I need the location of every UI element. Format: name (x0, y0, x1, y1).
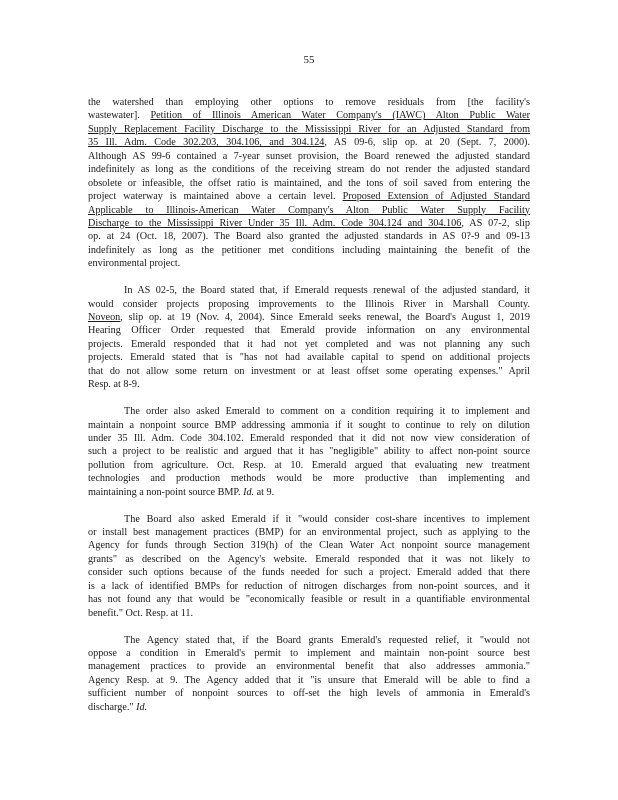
text-run: or install best management practices (BMP) for an environmental project, such as applying to the (88, 527, 530, 538)
text-line (88, 660, 530, 673)
text-line (88, 204, 530, 217)
text-line (88, 298, 530, 311)
text-line (88, 123, 530, 136)
paragraph (88, 513, 530, 621)
text-run: discharge." (88, 701, 137, 713)
text-line (88, 284, 530, 297)
text-line (88, 419, 530, 432)
text-run: maintain a nonpoint source BMP addressing ammonia if it sought to continue to rely on dilution (88, 419, 530, 431)
text-line (88, 701, 530, 714)
text-run: projects. Emerald stated that is "has not had available capital to spend on additional projects (88, 352, 530, 364)
text-line (88, 647, 530, 660)
case-citation: Supply Replacement Facility Discharge to the Mississippi River for an Adjusted Standard from (88, 123, 530, 135)
text-run (140, 110, 151, 121)
text-run: indefinitely as long as the petitioner met conditions including maintaining the benefit of the (88, 244, 530, 256)
text-line (88, 526, 530, 539)
text-run: consider such options because of the funds needed for such a project. Emerald added that there (88, 567, 530, 579)
text-line (88, 634, 530, 647)
text-run: indefinitely as long as the conditions of the receiving stream do not render the adjusted standard (88, 164, 530, 176)
text-run: , slip op. at 19 (Nov. 4, 2004). Since Emerald seeks renewal, the Board's August 1, 2019 (120, 312, 530, 323)
text-run: The Agency stated that, if the Board grants Emerald's requested relief, it "would not (124, 634, 530, 646)
text-run: is a lack of identified BMPs for reduction of nitrogen discharges from non-point sources, and it (88, 580, 530, 592)
text-line (88, 136, 530, 149)
text-run: under 35 Ill. Adm. Code 304.102. Emerald responded that it did not now view consideration of (88, 432, 530, 444)
text-run: environmental project. (88, 258, 181, 270)
text-line (88, 486, 530, 499)
text-run: In AS 02-5, the Board stated that, if Emerald requests renewal of the adjusted standard, it (124, 285, 530, 297)
text-line (88, 190, 530, 203)
text-line (88, 109, 530, 122)
text-line (88, 593, 530, 606)
text-line (88, 338, 530, 351)
text-line (88, 365, 530, 378)
text-line (88, 96, 530, 109)
paragraph-gap (88, 271, 530, 284)
text-run: obsolete or infeasible, the offset ratio is maintained, and the tons of soil saved from entering the (88, 177, 530, 189)
case-citation: Noveon (88, 312, 121, 323)
text-line (88, 607, 530, 620)
text-run: technologies and production methods would be more productive than implementing and (88, 473, 530, 485)
text-line (88, 163, 530, 176)
text-run: that do not allow some return on investment or at least offset some operating expenses." April (88, 365, 530, 377)
paragraph-gap (88, 620, 530, 633)
text-line (88, 217, 530, 230)
text-line (88, 539, 530, 552)
text-run: project waterway is maintained above a certain level. (88, 191, 343, 203)
case-citation: Petition of Illinois American Water Company's (IAWC) Alton Public Water (150, 110, 530, 122)
text-line (88, 459, 530, 472)
text-line (88, 472, 530, 485)
text-line (88, 311, 530, 324)
text-run: oppose a condition in Emerald's permit to implement and maintain non-point source best (88, 647, 530, 659)
page-number: 55 (303, 54, 315, 66)
paragraph-gap (88, 499, 530, 512)
document-body (88, 96, 530, 714)
case-citation: Applicable to Illinois-American Water Company's Alton Public Water Supply Facility (88, 204, 530, 216)
text-run: Agency Resp. at 9. The Agency added that it "is unsure that Emerald will be able to find a (88, 674, 530, 686)
text-run: has not found any that would be "economically feasible or result in a quantifiable environmental (88, 594, 530, 606)
text-line (88, 674, 530, 687)
text-line (88, 580, 530, 593)
paragraph (88, 405, 530, 499)
text-line (88, 553, 530, 566)
text-line (88, 324, 530, 337)
paragraph (88, 634, 530, 715)
text-line (88, 687, 530, 700)
text-run: Resp. at 8-9. (88, 379, 140, 391)
text-line (88, 230, 530, 243)
text-line (88, 244, 530, 257)
text-run: benefit." Oct. Resp. at 11. (88, 607, 194, 619)
text-run: would consider projects proposing improvements to the Illinois River in Marshall County. (88, 298, 530, 310)
id-citation: Id. (243, 486, 255, 498)
text-run: wastewater]. (88, 110, 140, 122)
paragraph (88, 96, 530, 271)
text-run: such a project to be realistic and argued that it has "negligible" ability to affect non-point source (88, 446, 530, 458)
text-line (88, 351, 530, 364)
case-citation: 35 Ill. Adm. Code 302.203, 304.106, and 304.124 (88, 137, 325, 149)
text-run: The Board also asked Emerald if it "would consider cost-share incentives to implement (124, 513, 530, 525)
text-run: Agency for funds through Section 319(h) of the Clean Water Act nonpoint source management (88, 540, 530, 552)
text-line (88, 257, 530, 270)
text-run: Hearing Officer Order requested that Emerald provide information on any environmental (88, 325, 530, 337)
text-run: , AS 07-2, slip (461, 217, 530, 229)
paragraph-gap (88, 392, 530, 405)
text-line (88, 378, 530, 391)
paragraph (88, 284, 530, 392)
text-run: , AS 09-6, slip op. at 20 (Sept. 7, 2000). (324, 137, 530, 149)
text-line (88, 513, 530, 526)
text-line (88, 177, 530, 190)
text-run: the watershed than employing other options to remove residuals from [the facility's (88, 97, 530, 108)
text-line (88, 405, 530, 418)
text-line (88, 445, 530, 458)
text-line (88, 150, 530, 163)
text-run: Although AS 99-6 contained a 7-year sunset provision, the Board renewed the adjusted standard (88, 150, 530, 162)
text-run: at 9. (254, 486, 275, 498)
text-run: The order also asked Emerald to comment on a condition requiring it to implement and (124, 406, 530, 418)
case-citation: Proposed Extension of Adjusted Standard (342, 191, 530, 203)
text-run: pollution from agriculture. Oct. Resp. at 10. Emerald argued that evaluating new treatment (88, 459, 530, 471)
text-line (88, 566, 530, 579)
text-run: op. at 24 (Oct. 18, 2007). The Board also granted the adjusted standards in AS 0?-9 and 09-13 (88, 231, 530, 243)
case-citation: Discharge to the Mississippi River Under 35 Ill. Adm. Code 304.124 and 304.106 (88, 217, 462, 229)
text-line (88, 432, 530, 445)
text-run: grants" as described on the Agency's website. Emerald responded that it was not likely to (88, 553, 530, 565)
text-run: maintaining a non-point source BMP. (88, 486, 244, 498)
id-citation: Id. (136, 701, 148, 713)
text-run: sufficient number of nonpoint sources to off-set the high levels of ammonia in Emerald's (88, 688, 530, 700)
text-run: projects. Emerald responded that it had not yet completed and was not planning any such (88, 338, 530, 350)
text-run: management practices to provide an environmental benefit that also addresses ammonia." (88, 661, 530, 673)
